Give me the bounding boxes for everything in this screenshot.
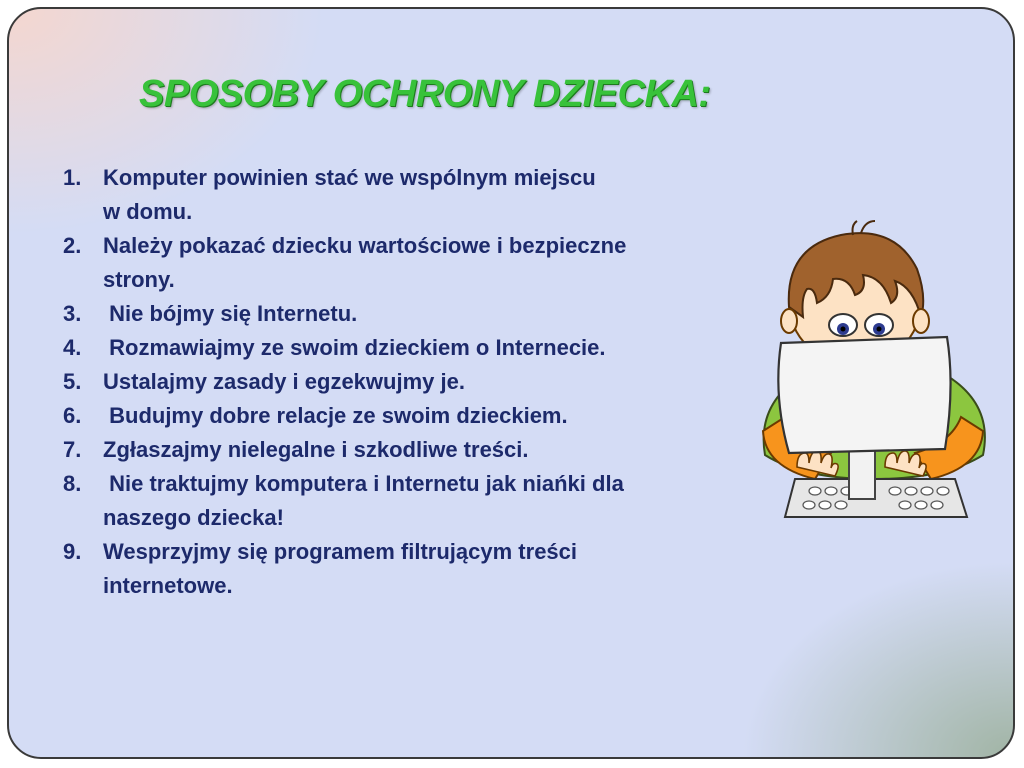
- list-item-line: Ustalajmy zasady i egzekwujmy je.: [103, 369, 465, 394]
- list-item-text: [103, 161, 596, 229]
- list-item-line: Należy pokazać dziecku wartościowe i bezpieczne: [103, 233, 627, 258]
- list-item-text: [103, 535, 577, 603]
- list-item-line: Nie bójmy się Internetu.: [103, 301, 358, 326]
- list-item-line: Budujmy dobre relacje ze swoim dzieckiem.: [103, 403, 568, 428]
- list-item-number: 7.: [63, 437, 82, 462]
- list-item-number: 3.: [63, 301, 82, 326]
- list-item-line: naszego dziecka!: [103, 505, 284, 530]
- list-item-line: w domu.: [103, 199, 193, 224]
- list-item-number: 4.: [63, 335, 82, 360]
- list-item-line: Wesprzyjmy się programem filtrującym treści: [103, 539, 578, 564]
- list-item: [63, 365, 626, 399]
- list-item-line: Nie traktujmy komputera i Internetu jak niańki dla: [103, 471, 624, 496]
- tips-list: [63, 161, 626, 603]
- list-item-line: Zgłaszajmy nielegalne i szkodliwe treści.: [103, 437, 529, 462]
- list-item-text: [103, 399, 568, 433]
- child-at-computer-illustration: [745, 217, 1003, 545]
- list-item-line: internetowe.: [103, 573, 233, 598]
- list-item: [63, 467, 626, 535]
- list-item-line: strony.: [103, 267, 175, 292]
- list-item: [63, 331, 626, 365]
- list-item-line: Komputer powinien stać we wspólnym miejscu: [103, 165, 596, 190]
- list-item-text: [103, 229, 626, 297]
- list-item: [63, 535, 626, 603]
- list-item-text: [103, 365, 465, 399]
- list-item: [63, 433, 626, 467]
- list-item-number: 8.: [63, 471, 82, 496]
- list-item-number: 2.: [63, 233, 82, 258]
- list-item-text: [103, 297, 357, 331]
- list-item: [63, 161, 626, 229]
- list-item-number: 9.: [63, 539, 82, 564]
- list-item-text: [103, 331, 606, 365]
- list-item-text: [103, 433, 529, 467]
- list-item: [63, 229, 626, 297]
- slide: [7, 7, 1015, 759]
- list-item-text: [103, 467, 624, 535]
- list-item-line: Rozmawiajmy ze swoim dzieckiem o Internecie.: [103, 335, 606, 360]
- list-item: [63, 297, 626, 331]
- list-item-number: 6.: [63, 403, 82, 428]
- slide-title: SPOSOBY OCHRONY DZIECKA:: [139, 73, 711, 115]
- list-item: [63, 399, 626, 433]
- list-item-number: 5.: [63, 369, 82, 394]
- list-item-number: 1.: [63, 165, 82, 190]
